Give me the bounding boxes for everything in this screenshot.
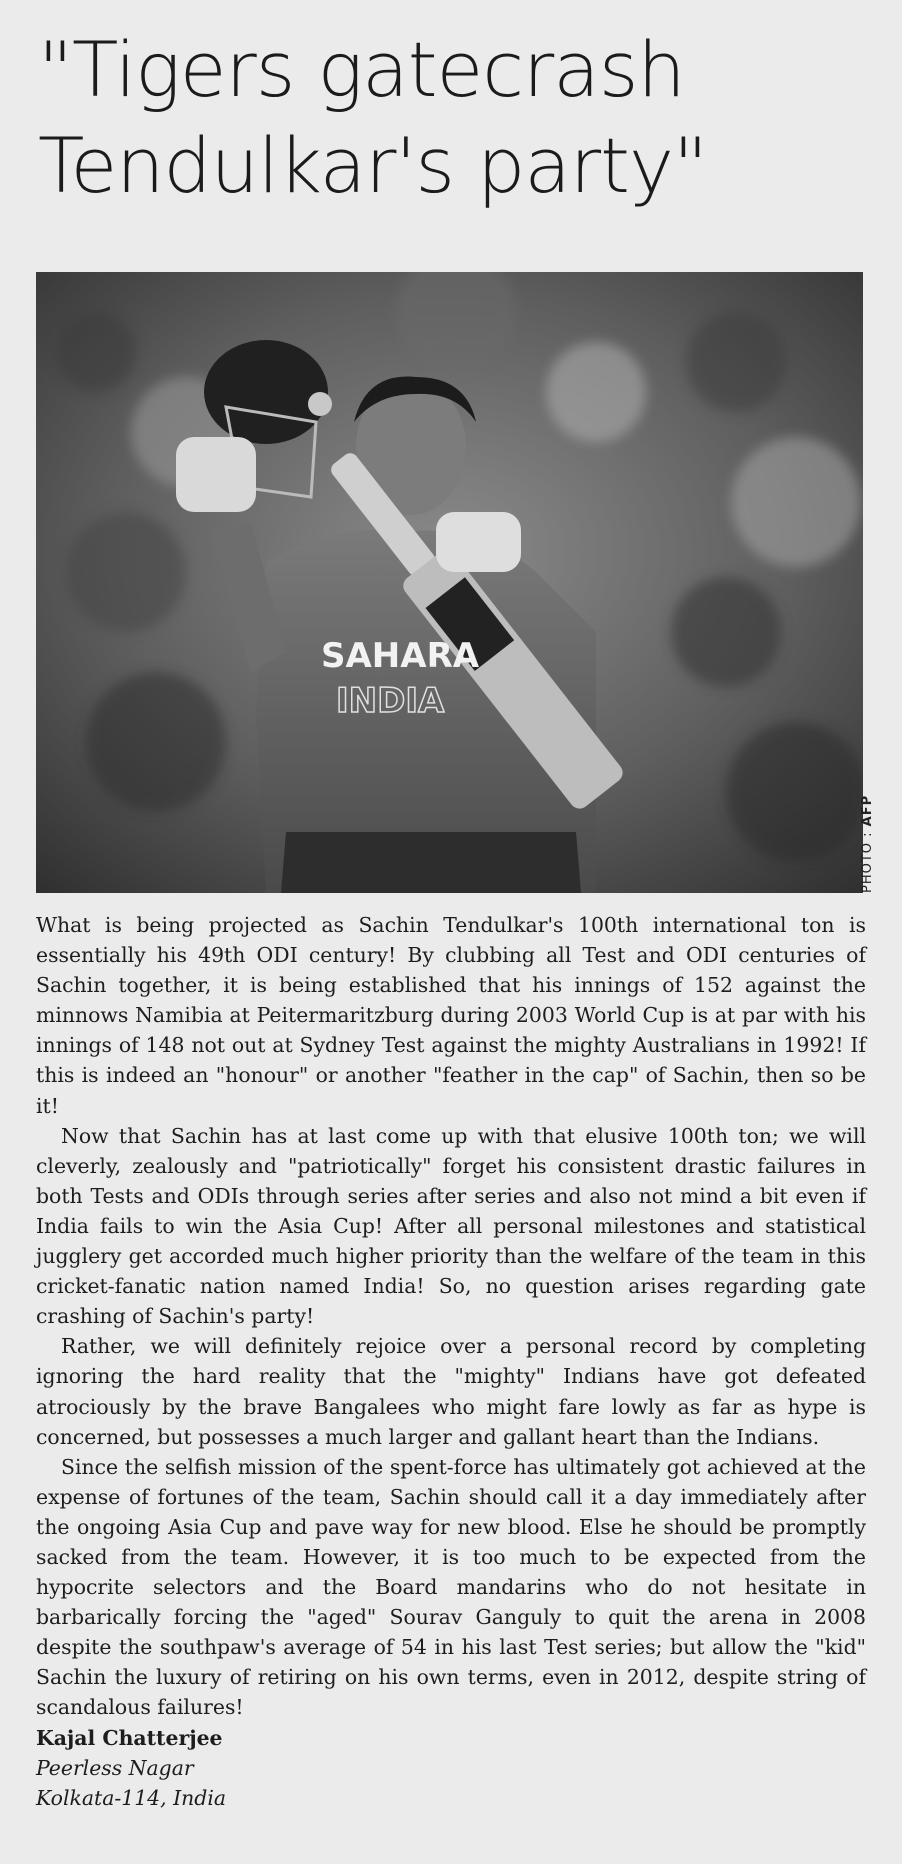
- photo-credit-label: PHOTO :: [860, 826, 875, 893]
- letter-body: [36, 910, 866, 1813]
- author-name: Kajal Chatterjee: [36, 1725, 223, 1750]
- headline: [38, 22, 858, 214]
- headline-line-1: "Tigers gatecrash: [38, 25, 685, 114]
- jersey-sponsor-text: SAHARA: [321, 636, 480, 676]
- jersey-country-text: INDIA: [336, 681, 445, 721]
- cricket-player-photo: [36, 272, 863, 893]
- photo-credit: [860, 795, 875, 893]
- headline-line-2: Tendulkar's party": [38, 121, 707, 210]
- author-address-line-1: Peerless Nagar: [36, 1755, 194, 1780]
- photo-illustration: [36, 272, 863, 893]
- letter-signature: [36, 1723, 866, 1813]
- letter-paragraph: Now that Sachin has at last come up with that elusive 100th ton; we will cleverly, zealously and "patriotically" forget his consistent drastic failures in both Tests and ODIs through series after series and also not mind a bit even if India fails to win the Asia Cup! After all personal milestones and statistical jugglery get accorded much higher priority than the welfare of the team in this cricket-fanatic nation named India! So, no question arises regarding gate crashing of Sachin's party!: [36, 1123, 866, 1329]
- photo-credit-source: AFP: [860, 794, 875, 827]
- author-address-line-2: Kolkata-114, India: [36, 1785, 227, 1810]
- letter-paragraph: Since the selfish mission of the spent-force has ultimately got achieved at the expense of fortunes of the team, Sachin should call it a day immediately after the ongoing Asia Cup and pave way for new blood. Else he should be promptly sacked from the team. However, it is too much to be expected from the hypocrite selectors and the Board mandarins who do not hesitate in barbarically forcing the "aged" Sourav Ganguly to quit the arena in 2008 despite the southpaw's average of 54 in his last Test series; but allow the "kid" Sachin the luxury of retiring on his own terms, even in 2012, despite string of scandalous failures!: [36, 1454, 866, 1720]
- letter-paragraph: What is being projected as Sachin Tendulkar's 100th international ton is essentially his 49th ODI century! By clubbing all Test and ODI centuries of Sachin together, it is being established that his innings of 152 against the minnows Namibia at Peitermaritzburg during 2003 World Cup is at par with his innings of 148 not out at Sydney Test against the mighty Australians in 1992! If this is indeed an "honour" or another "feather in the cap" of Sachin, then so be it!: [36, 913, 866, 1118]
- letter-paragraph: Rather, we will definitely rejoice over a personal record by completing ignoring the hard reality that the "mighty" Indians have got defeated atrociously by the brave Bangalees who might fare lowly as far as hype is concerned, but possesses a much larger and gallant heart than the Indians.: [36, 1334, 866, 1449]
